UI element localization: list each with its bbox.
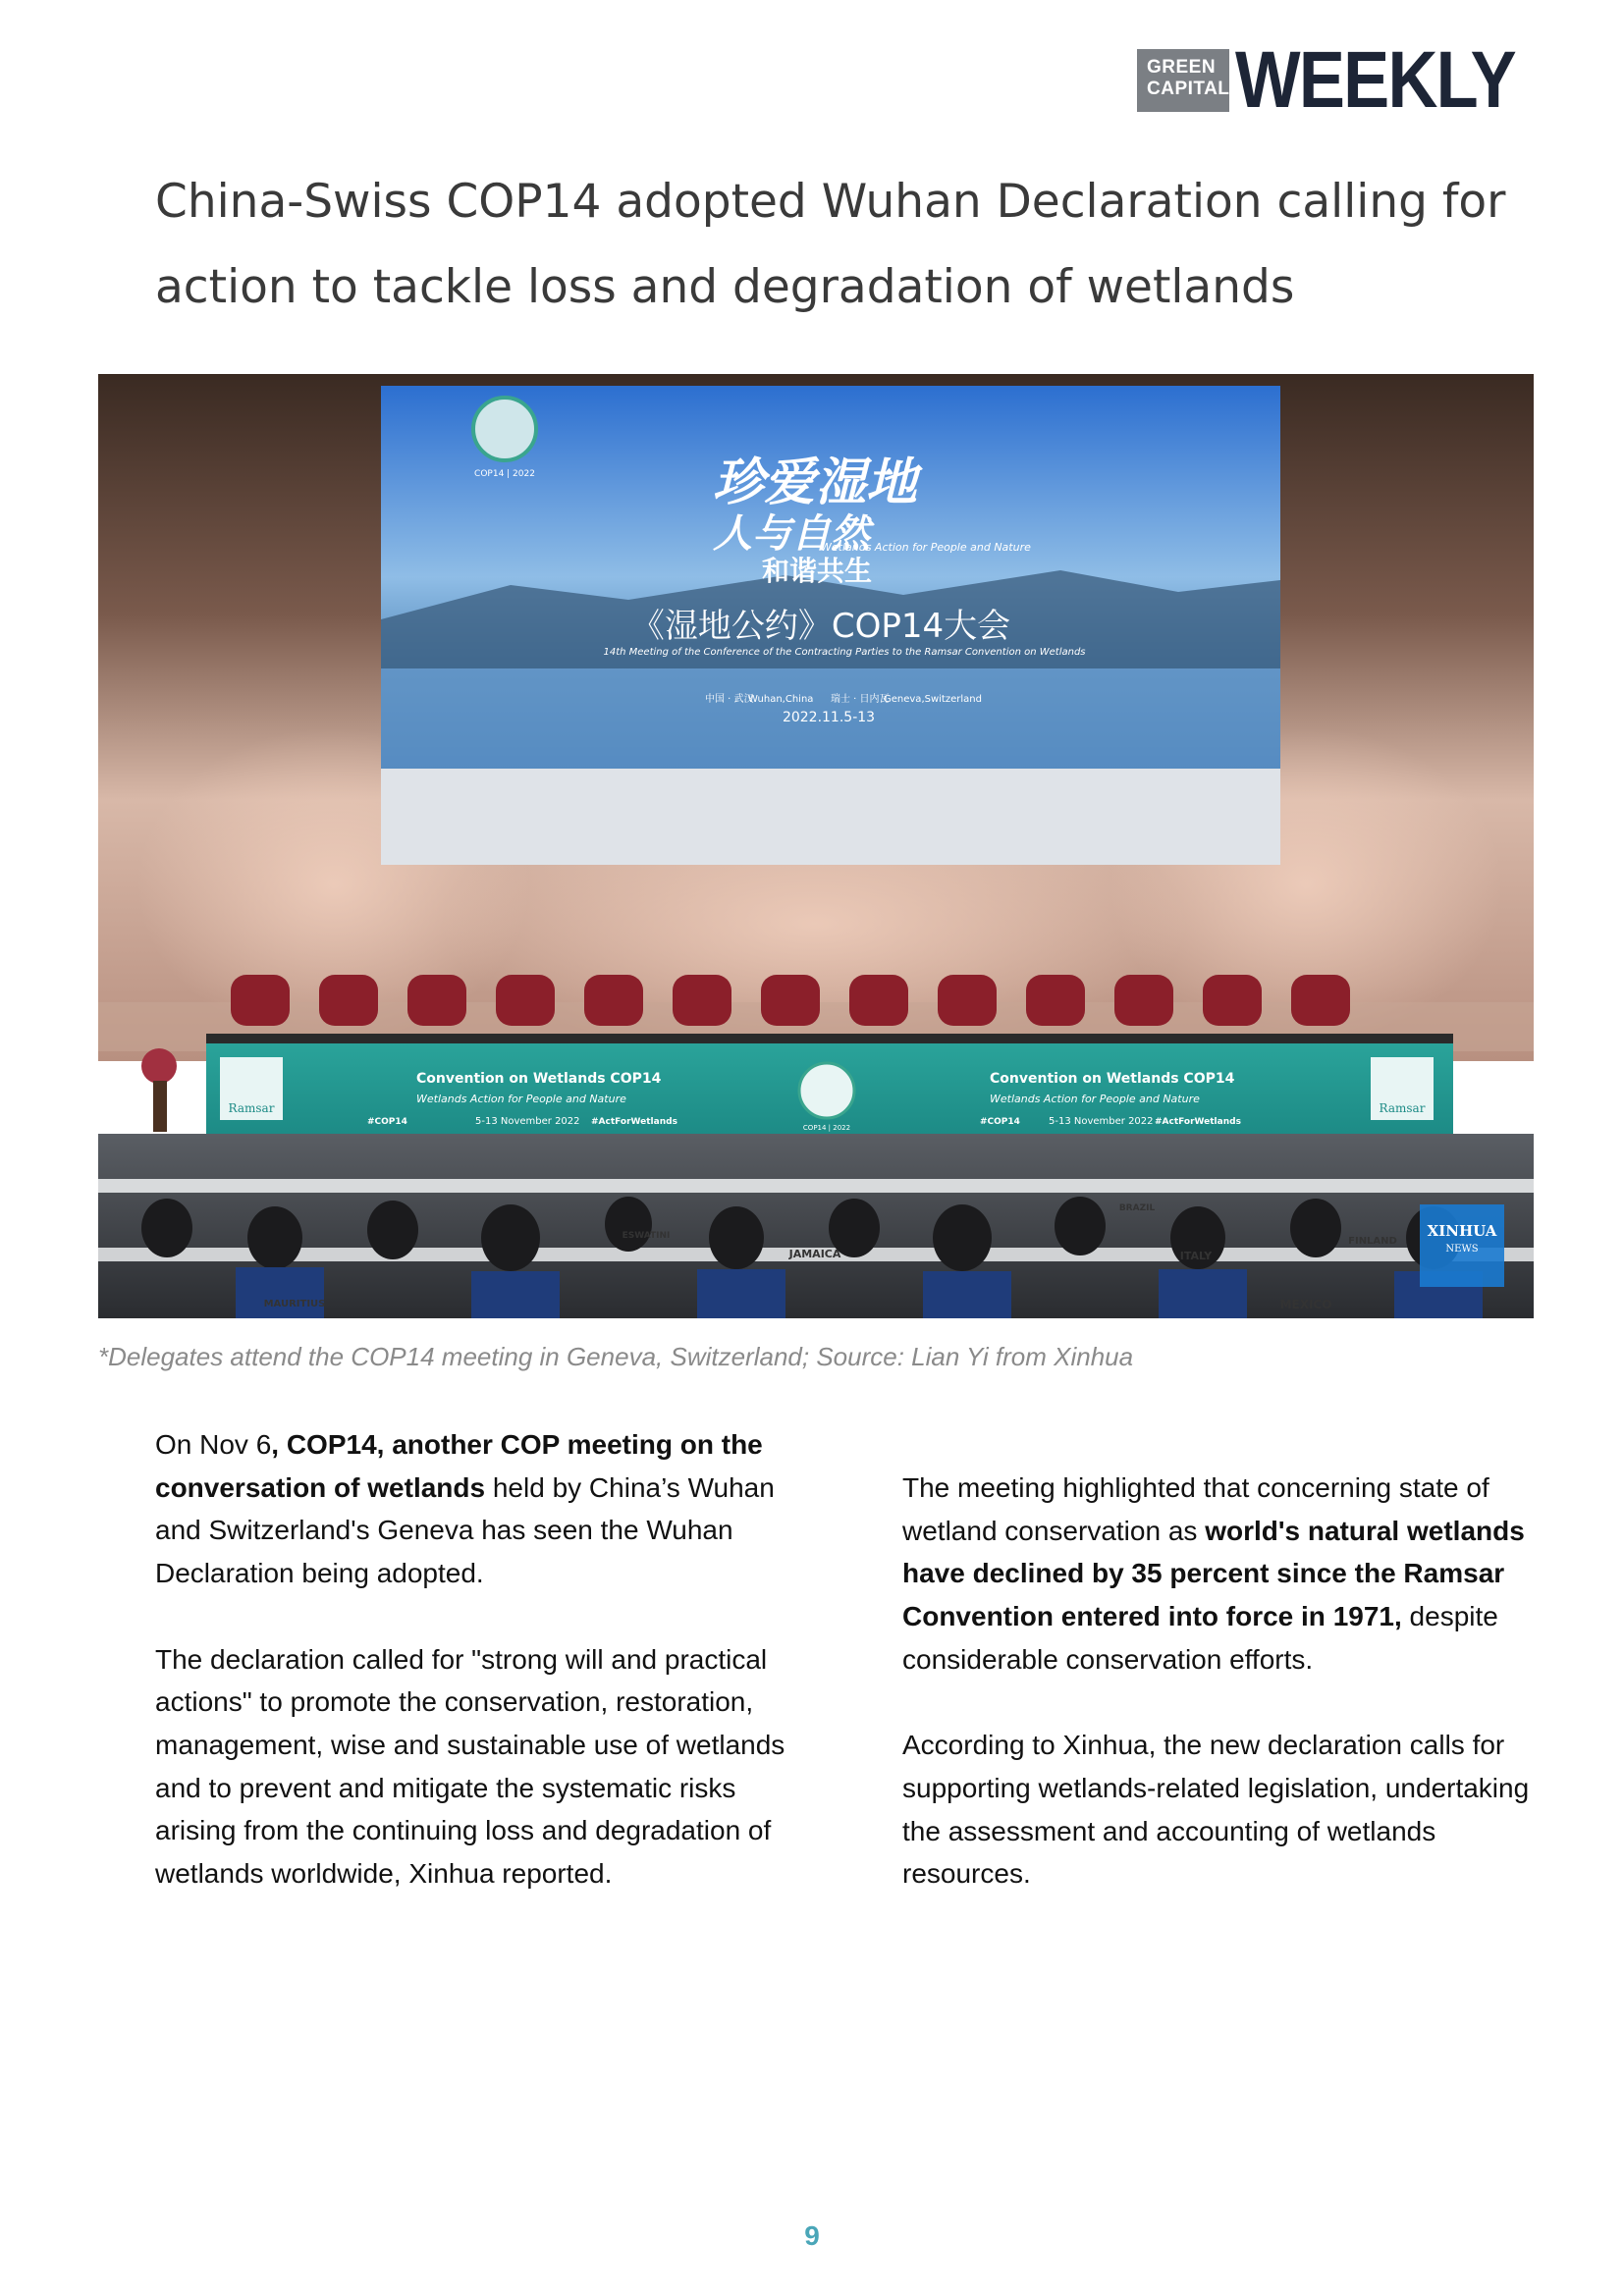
screen-meeting-line: 14th Meeting of the Conference of the Contracting Parties to the Ramsar Convention on Wetlands [603,647,1086,658]
left-p1-start: On Nov 6 [155,1429,272,1460]
banner-subtitle-left: Wetlands Action for People and Nature [416,1093,626,1105]
right-paragraph-1 [902,1467,1550,1682]
screen-slogan-1: 珍爱湿地 [712,454,918,512]
banner-tag2-left: #ActForWetlands [591,1117,677,1127]
screen-slogan-3: 和谐共生 [761,555,873,587]
article-title: China-Swiss COP14 adopted Wuhan Declaration calling for action to tackle loss and degradation of wetlands [155,175,1506,314]
right-p1-start: The meeting highlighted that concerning state of wetland conservation as [902,1472,1489,1546]
left-p1-end: held by China’s Wuhan and Switzerland's Geneva has seen the Wuhan Declaration being adopted. [155,1471,775,1589]
banner-ramsar-right: Ramsar [1379,1101,1426,1115]
left-p1-bold: , COP14, another COP meeting on the conversation of wetlands [155,1429,763,1503]
left-paragraph-1 [155,1423,803,1595]
nameplate-mauritius: MAURITIUS [263,1299,326,1309]
nameplate-jamaica: JAMAICA [788,1248,841,1260]
banner-ramsar-left: Ramsar [228,1101,275,1115]
banner-tag1-right: #COP14 [980,1117,1020,1127]
xinhua-watermark-line2: NEWS [1445,1244,1479,1255]
right-p1-end: despite considerable conservation efforts. [902,1601,1498,1675]
screen-venue-cn-1: 中国 · 武汉 [705,694,754,705]
banner-title-right: Convention on Wetlands COP14 [990,1071,1235,1087]
banner-subtitle-right: Wetlands Action for People and Nature [990,1093,1200,1105]
banner-logo-text: COP14 | 2022 [802,1124,851,1132]
banner-title-left: Convention on Wetlands COP14 [416,1071,662,1087]
screen-logo-text: COP14 | 2022 [474,469,535,479]
nameplate-eswatini: ESWATINI [622,1231,671,1241]
screen-venue-cn-2: 瑞士 · 日内瓦 [831,694,890,705]
banner-cop14-logo [799,1063,854,1118]
banner-dates-right: 5-13 November 2022 [1049,1116,1154,1127]
logo-wordmark: WEEKLY [1235,35,1516,125]
screen-venue-en-1: Wuhan,China [748,694,814,705]
screen-slogan-2: 人与自然 [713,511,870,557]
article-photo [98,374,1534,1318]
screen-subtitle: Wetlands Action for People and Nature [821,541,1031,554]
photo-caption: *Delegates attend the COP14 meeting in Geneva, Switzerland; Source: Lian Yi from Xinhua [98,1342,1134,1371]
body-column-right [902,1467,1550,1939]
screen-venue-en-2: Geneva,Switzerland [884,694,982,705]
nameplate-finland: FINLAND [1348,1236,1397,1247]
xinhua-watermark-line1: XINHUA [1427,1222,1497,1240]
logo-badge [1137,49,1229,112]
logo-line-capital: CAPITAL [1147,79,1230,99]
banner-tag2-right: #ActForWetlands [1155,1117,1241,1127]
nameplate-mexico: MEXICO [1279,1298,1332,1311]
page-number: 9 [804,2220,820,2251]
nameplate-brazil: BRAZIL [1118,1203,1156,1213]
nameplate-italy: ITALY [1179,1250,1213,1262]
screen-main-title: 《湿地公约》COP14大会 [630,607,1011,646]
brand-logo [1137,35,1534,125]
right-paragraph-2: According to Xinhua, the new declaration calls for supporting wetlands-related legislation, undertaking the assessment and accounting of wetlands resources. [902,1730,1530,1890]
screen-date: 2022.11.5-13 [782,710,876,725]
banner-dates-left: 5-13 November 2022 [475,1116,580,1127]
logo-line-green: GREEN [1147,57,1217,78]
body-column-left [155,1423,803,1938]
left-paragraph-2: The declaration called for "strong will and practical actions" to promote the conservation, restoration, management, wise and sustainable use of wetlands and to prevent and mitigate the systematic risks arising from the continuing loss and degradation of wetlands worldwide, Xinhua reported. [155,1643,785,1890]
screen-cop14-logo [473,398,536,460]
right-p1-bold: world's natural wetlands have declined by 35 percent since the Ramsar Convention entered into force in 1971, [902,1515,1525,1632]
banner-tag1-left: #COP14 [367,1117,407,1127]
